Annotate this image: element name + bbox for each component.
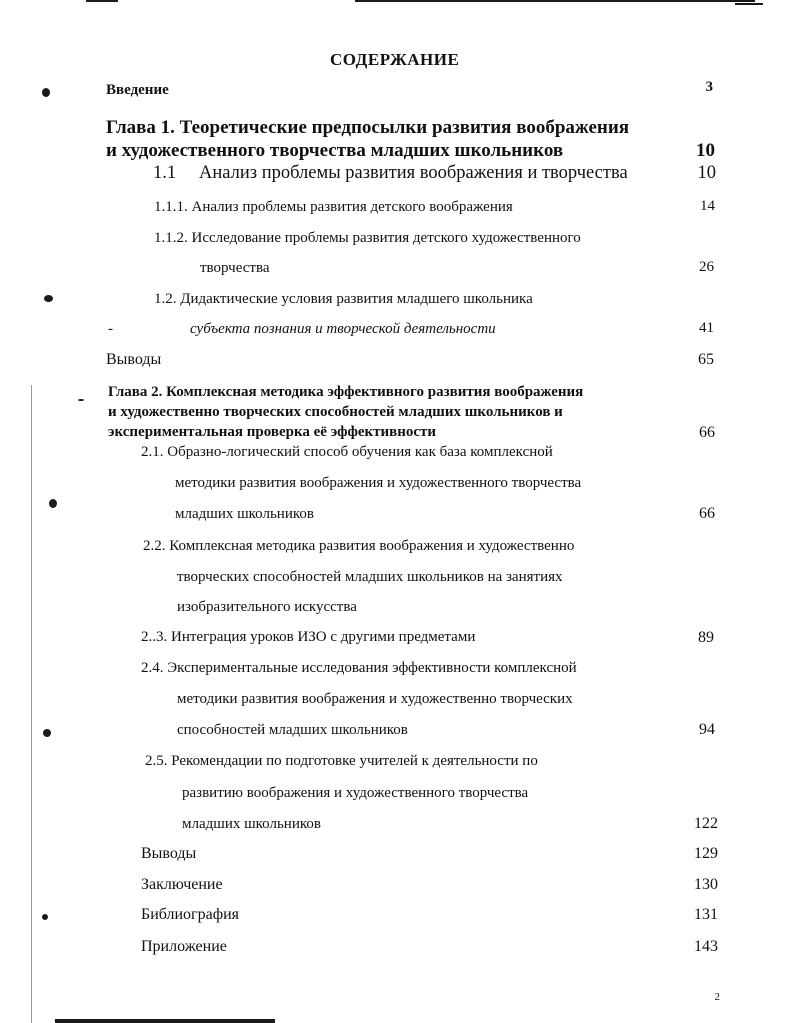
toc-s1-1-2-line1: 1.1.2. Исследование проблемы развития детского художественного [154,230,581,246]
scan-edge-left [31,385,32,1023]
toc-s2-4-line1: 2.4. Экспериментальные исследования эффективности комплексной [141,660,577,676]
toc-s1-1-1-label: 1.1.1. Анализ проблемы развития детского воображения [154,199,513,215]
toc-ch2-page: 66 [699,424,715,441]
toc-conclusion-page: 130 [694,876,718,893]
toc-s1-1-page: 10 [697,163,716,183]
toc-s2-1-line3: младших школьников [175,506,314,522]
margin-mark [78,399,84,401]
toc-conc2-label: Выводы [141,845,197,862]
toc-s2-4-page: 94 [699,721,715,738]
toc-intro-page: 3 [705,79,713,95]
toc-s2-3-label: 2..3. Интеграция уроков ИЗО с другими предметами [141,629,476,645]
toc-ch2-line2: и художественно творческих способностей младших школьников и [108,404,563,420]
toc-s2-2-line2: творческих способностей младших школьников на занятиях [177,569,563,585]
toc-conc1-page: 65 [698,351,714,368]
toc-ch2-line1: Глава 2. Комплексная методика эффективного развития воображения [108,384,584,400]
toc-s2-5-page: 122 [694,815,718,832]
toc-s1-2-line2: субъекта познания и творческой деятельности [190,321,496,337]
toc-intro-label: Введение [106,82,169,98]
margin-mark [49,499,57,508]
toc-bibliography-label: Библиография [141,906,239,923]
scan-edge-bottom [55,1019,275,1023]
page-title: СОДЕРЖАНИЕ [330,50,460,69]
margin-mark [42,914,48,920]
toc-conclusion-label: Заключение [141,876,223,893]
toc-s1-1-num: 1.1 [153,163,177,183]
toc-conc1-label: Выводы [106,351,162,368]
toc-ch2-line3: экспериментальная проверка её эффективности [108,424,437,440]
toc-bibliography-page: 131 [694,906,718,923]
toc-s2-1-page: 66 [699,505,715,522]
toc-conc2-page: 129 [694,845,718,862]
toc-s2-3-page: 89 [698,629,714,646]
toc-appendix-page: 143 [694,938,718,955]
toc-s1-1-2-line2: творчества [200,260,270,276]
toc-s2-2-line3: изобразительного искусства [177,599,357,615]
toc-s1-2-page: 41 [699,320,714,336]
toc-s1-2-line1: 1.2. Дидактические условия развития младшего школьника [154,291,533,307]
scan-edge-top [355,0,755,2]
toc-appendix-label: Приложение [141,938,227,955]
scan-edge-top-left [86,0,118,2]
toc-s2-5-line1: 2.5. Рекомендации по подготовке учителей к деятельности по [145,753,538,769]
toc-s2-4-line2: методики развития воображения и художественно творческих [177,691,573,707]
margin-mark [42,88,50,97]
toc-s2-5-line3: младших школьников [182,816,321,832]
toc-s1-2-dash: - [108,321,113,337]
toc-s2-1-line2: методики развития воображения и художественного творчества [175,475,582,491]
toc-s1-1-label: Анализ проблемы развития воображения и творчества [199,163,628,183]
toc-ch1-line1: Глава 1. Теоретические предпосылки развития воображения [106,117,630,138]
margin-mark [44,295,53,302]
toc-s2-2-line1: 2.2. Комплексная методика развития воображения и художественно [143,538,575,554]
toc-s2-5-line2: развитию воображения и художественного творчества [182,785,529,801]
page-number: 2 [714,991,720,1003]
toc-s1-1-1-page: 14 [700,198,715,214]
toc-s2-1-line1: 2.1. Образно-логический способ обучения как база комплексной [141,444,553,460]
toc-s1-1-2-page: 26 [699,259,714,275]
margin-mark [43,729,51,737]
toc-ch1-page: 10 [696,140,715,161]
scan-edge-top-right [735,3,763,5]
toc-ch1-line2: и художественного творчества младших школьников [106,140,564,161]
toc-s2-4-line3: способностей младших школьников [177,722,408,738]
